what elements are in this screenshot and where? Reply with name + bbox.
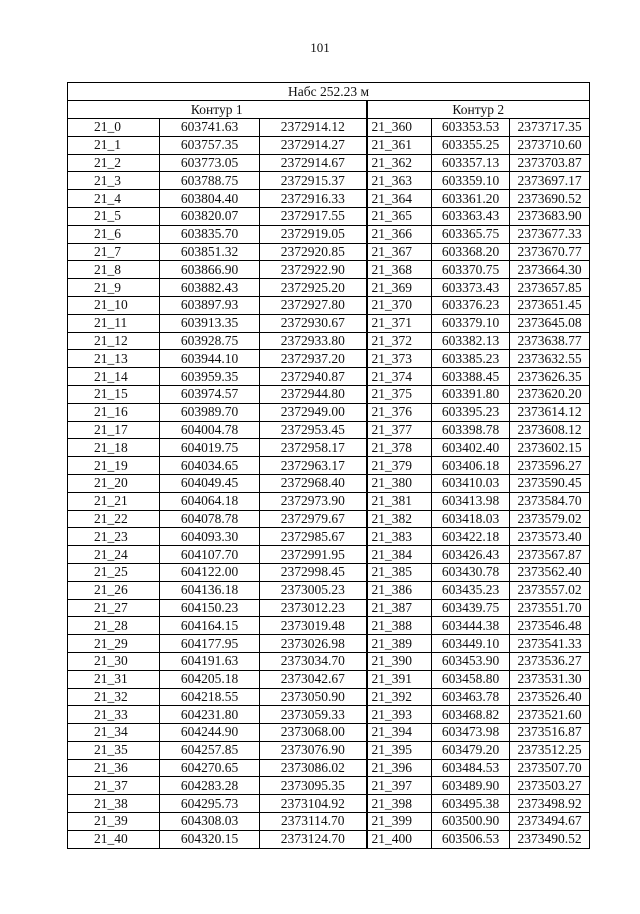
point-id-cell: 21_10 [68, 296, 160, 314]
point-id-cell: 21_9 [68, 279, 160, 297]
point-id-cell: 21_366 [367, 225, 432, 243]
point-id-cell: 21_35 [68, 741, 160, 759]
table-row [68, 741, 590, 759]
point-id-cell: 21_1 [68, 136, 160, 154]
y-coordinate-cell: 2373657.85 [510, 279, 590, 297]
x-coordinate-cell: 603882.43 [160, 279, 260, 297]
x-coordinate-cell: 603355.25 [432, 136, 510, 154]
y-coordinate-cell: 2373104.92 [260, 795, 367, 813]
point-id-cell: 21_388 [367, 617, 432, 635]
point-id-cell: 21_11 [68, 314, 160, 332]
table-row [68, 830, 590, 848]
point-id-cell: 21_6 [68, 225, 160, 243]
point-id-cell: 21_22 [68, 510, 160, 528]
y-coordinate-cell: 2373703.87 [510, 154, 590, 172]
contour-2-header: Контур 2 [367, 101, 590, 119]
point-id-cell: 21_381 [367, 492, 432, 510]
x-coordinate-cell: 603989.70 [160, 403, 260, 421]
x-coordinate-cell: 603468.82 [432, 706, 510, 724]
table-row [68, 314, 590, 332]
table-row [68, 706, 590, 724]
y-coordinate-cell: 2372963.17 [260, 457, 367, 475]
y-coordinate-cell: 2373019.48 [260, 617, 367, 635]
x-coordinate-cell: 603944.10 [160, 350, 260, 368]
point-id-cell: 21_395 [367, 741, 432, 759]
table-row [68, 581, 590, 599]
point-id-cell: 21_33 [68, 706, 160, 724]
x-coordinate-cell: 603473.98 [432, 724, 510, 742]
x-coordinate-cell: 603410.03 [432, 474, 510, 492]
y-coordinate-cell: 2373573.40 [510, 528, 590, 546]
y-coordinate-cell: 2372933.80 [260, 332, 367, 350]
point-id-cell: 21_23 [68, 528, 160, 546]
y-coordinate-cell: 2373664.30 [510, 261, 590, 279]
table-row [68, 350, 590, 368]
x-coordinate-cell: 604177.95 [160, 635, 260, 653]
y-coordinate-cell: 2372944.80 [260, 385, 367, 403]
x-coordinate-cell: 604320.15 [160, 830, 260, 848]
y-coordinate-cell: 2373620.20 [510, 385, 590, 403]
y-coordinate-cell: 2372919.05 [260, 225, 367, 243]
y-coordinate-cell: 2372915.37 [260, 172, 367, 190]
x-coordinate-cell: 603353.53 [432, 119, 510, 137]
point-id-cell: 21_2 [68, 154, 160, 172]
table-row [68, 635, 590, 653]
point-id-cell: 21_27 [68, 599, 160, 617]
point-id-cell: 21_372 [367, 332, 432, 350]
point-id-cell: 21_374 [367, 368, 432, 386]
table-row [68, 225, 590, 243]
y-coordinate-cell: 2373068.00 [260, 724, 367, 742]
point-id-cell: 21_31 [68, 670, 160, 688]
x-coordinate-cell: 604107.70 [160, 546, 260, 564]
x-coordinate-cell: 603398.78 [432, 421, 510, 439]
x-coordinate-cell: 603370.75 [432, 261, 510, 279]
y-coordinate-cell: 2373076.90 [260, 741, 367, 759]
table-row [68, 670, 590, 688]
x-coordinate-cell: 603426.43 [432, 546, 510, 564]
point-id-cell: 21_30 [68, 652, 160, 670]
point-id-cell: 21_37 [68, 777, 160, 795]
point-id-cell: 21_32 [68, 688, 160, 706]
y-coordinate-cell: 2372985.67 [260, 528, 367, 546]
y-coordinate-cell: 2373034.70 [260, 652, 367, 670]
y-coordinate-cell: 2373638.77 [510, 332, 590, 350]
x-coordinate-cell: 604257.85 [160, 741, 260, 759]
y-coordinate-cell: 2373516.87 [510, 724, 590, 742]
y-coordinate-cell: 2373114.70 [260, 813, 367, 831]
x-coordinate-cell: 603495.38 [432, 795, 510, 813]
y-coordinate-cell: 2373546.48 [510, 617, 590, 635]
y-coordinate-cell: 2373490.52 [510, 830, 590, 848]
y-coordinate-cell: 2372968.40 [260, 474, 367, 492]
table-row [68, 136, 590, 154]
table-row [68, 777, 590, 795]
point-id-cell: 21_34 [68, 724, 160, 742]
y-coordinate-cell: 2372991.95 [260, 546, 367, 564]
point-id-cell: 21_389 [367, 635, 432, 653]
point-id-cell: 21_390 [367, 652, 432, 670]
point-id-cell: 21_383 [367, 528, 432, 546]
coordinates-table [67, 82, 590, 849]
table-row [68, 599, 590, 617]
x-coordinate-cell: 603453.90 [432, 652, 510, 670]
x-coordinate-cell: 603435.23 [432, 581, 510, 599]
point-id-cell: 21_5 [68, 207, 160, 225]
x-coordinate-cell: 604283.28 [160, 777, 260, 795]
y-coordinate-cell: 2373012.23 [260, 599, 367, 617]
x-coordinate-cell: 603373.43 [432, 279, 510, 297]
x-coordinate-cell: 603359.10 [432, 172, 510, 190]
x-coordinate-cell: 604295.73 [160, 795, 260, 813]
y-coordinate-cell: 2373521.60 [510, 706, 590, 724]
x-coordinate-cell: 603928.75 [160, 332, 260, 350]
point-id-cell: 21_364 [367, 190, 432, 208]
y-coordinate-cell: 2373494.67 [510, 813, 590, 831]
point-id-cell: 21_14 [68, 368, 160, 386]
x-coordinate-cell: 603402.40 [432, 439, 510, 457]
table-row [68, 261, 590, 279]
table-row [68, 492, 590, 510]
point-id-cell: 21_398 [367, 795, 432, 813]
table-row [68, 813, 590, 831]
x-coordinate-cell: 604093.30 [160, 528, 260, 546]
x-coordinate-cell: 604049.45 [160, 474, 260, 492]
y-coordinate-cell: 2372940.87 [260, 368, 367, 386]
x-coordinate-cell: 603506.53 [432, 830, 510, 848]
y-coordinate-cell: 2372937.20 [260, 350, 367, 368]
x-coordinate-cell: 603439.75 [432, 599, 510, 617]
table-row [68, 119, 590, 137]
y-coordinate-cell: 2372958.17 [260, 439, 367, 457]
point-id-cell: 21_362 [367, 154, 432, 172]
table-row [68, 652, 590, 670]
point-id-cell: 21_13 [68, 350, 160, 368]
y-coordinate-cell: 2372914.67 [260, 154, 367, 172]
x-coordinate-cell: 604218.55 [160, 688, 260, 706]
x-coordinate-cell: 604122.00 [160, 563, 260, 581]
y-coordinate-cell: 2373697.17 [510, 172, 590, 190]
y-coordinate-cell: 2373683.90 [510, 207, 590, 225]
y-coordinate-cell: 2373626.35 [510, 368, 590, 386]
y-coordinate-cell: 2373526.40 [510, 688, 590, 706]
y-coordinate-cell: 2372922.90 [260, 261, 367, 279]
table-row [68, 190, 590, 208]
point-id-cell: 21_394 [367, 724, 432, 742]
y-coordinate-cell: 2373632.55 [510, 350, 590, 368]
x-coordinate-cell: 603418.03 [432, 510, 510, 528]
y-coordinate-cell: 2373579.02 [510, 510, 590, 528]
point-id-cell: 21_370 [367, 296, 432, 314]
table-row [68, 368, 590, 386]
y-coordinate-cell: 2373645.08 [510, 314, 590, 332]
x-coordinate-cell: 603388.45 [432, 368, 510, 386]
y-coordinate-cell: 2373086.02 [260, 759, 367, 777]
y-coordinate-cell: 2372914.27 [260, 136, 367, 154]
x-coordinate-cell: 603897.93 [160, 296, 260, 314]
x-coordinate-cell: 603741.63 [160, 119, 260, 137]
y-coordinate-cell: 2373670.77 [510, 243, 590, 261]
y-coordinate-cell: 2373536.27 [510, 652, 590, 670]
y-coordinate-cell: 2373651.45 [510, 296, 590, 314]
x-coordinate-cell: 603422.18 [432, 528, 510, 546]
point-id-cell: 21_15 [68, 385, 160, 403]
table-row [68, 279, 590, 297]
x-coordinate-cell: 604308.03 [160, 813, 260, 831]
point-id-cell: 21_363 [367, 172, 432, 190]
x-coordinate-cell: 603406.18 [432, 457, 510, 475]
y-coordinate-cell: 2373590.45 [510, 474, 590, 492]
y-coordinate-cell: 2373026.98 [260, 635, 367, 653]
x-coordinate-cell: 603430.78 [432, 563, 510, 581]
x-coordinate-cell: 603458.80 [432, 670, 510, 688]
y-coordinate-cell: 2373095.35 [260, 777, 367, 795]
point-id-cell: 21_18 [68, 439, 160, 457]
table-row [68, 546, 590, 564]
y-coordinate-cell: 2373562.40 [510, 563, 590, 581]
x-coordinate-cell: 604244.90 [160, 724, 260, 742]
x-coordinate-cell: 603974.57 [160, 385, 260, 403]
table-row [68, 759, 590, 777]
point-id-cell: 21_19 [68, 457, 160, 475]
y-coordinate-cell: 2372998.45 [260, 563, 367, 581]
x-coordinate-cell: 603820.07 [160, 207, 260, 225]
y-coordinate-cell: 2372916.33 [260, 190, 367, 208]
x-coordinate-cell: 603368.20 [432, 243, 510, 261]
x-coordinate-cell: 603479.20 [432, 741, 510, 759]
table-row [68, 403, 590, 421]
point-id-cell: 21_25 [68, 563, 160, 581]
point-id-cell: 21_393 [367, 706, 432, 724]
y-coordinate-cell: 2373512.25 [510, 741, 590, 759]
point-id-cell: 21_7 [68, 243, 160, 261]
point-id-cell: 21_397 [367, 777, 432, 795]
contour-1-header: Контур 1 [68, 101, 367, 119]
point-id-cell: 21_371 [367, 314, 432, 332]
table-title: Набс 252.23 м [68, 83, 590, 101]
point-id-cell: 21_26 [68, 581, 160, 599]
point-id-cell: 21_378 [367, 439, 432, 457]
table-row [68, 243, 590, 261]
y-coordinate-cell: 2372920.85 [260, 243, 367, 261]
x-coordinate-cell: 604270.65 [160, 759, 260, 777]
table-row [68, 154, 590, 172]
x-coordinate-cell: 603391.80 [432, 385, 510, 403]
point-id-cell: 21_385 [367, 563, 432, 581]
x-coordinate-cell: 603385.23 [432, 350, 510, 368]
table-row [68, 439, 590, 457]
x-coordinate-cell: 603757.35 [160, 136, 260, 154]
y-coordinate-cell: 2372949.00 [260, 403, 367, 421]
table-row [68, 172, 590, 190]
y-coordinate-cell: 2372927.80 [260, 296, 367, 314]
point-id-cell: 21_365 [367, 207, 432, 225]
y-coordinate-cell: 2373567.87 [510, 546, 590, 564]
point-id-cell: 21_21 [68, 492, 160, 510]
y-coordinate-cell: 2373717.35 [510, 119, 590, 137]
y-coordinate-cell: 2373690.52 [510, 190, 590, 208]
table-row [68, 528, 590, 546]
point-id-cell: 21_373 [367, 350, 432, 368]
y-coordinate-cell: 2373677.33 [510, 225, 590, 243]
x-coordinate-cell: 603379.10 [432, 314, 510, 332]
x-coordinate-cell: 603444.38 [432, 617, 510, 635]
point-id-cell: 21_386 [367, 581, 432, 599]
point-id-cell: 21_399 [367, 813, 432, 831]
y-coordinate-cell: 2373059.33 [260, 706, 367, 724]
x-coordinate-cell: 603413.98 [432, 492, 510, 510]
point-id-cell: 21_367 [367, 243, 432, 261]
x-coordinate-cell: 603376.23 [432, 296, 510, 314]
point-id-cell: 21_12 [68, 332, 160, 350]
point-id-cell: 21_375 [367, 385, 432, 403]
y-coordinate-cell: 2372979.67 [260, 510, 367, 528]
point-id-cell: 21_377 [367, 421, 432, 439]
point-id-cell: 21_4 [68, 190, 160, 208]
y-coordinate-cell: 2373541.33 [510, 635, 590, 653]
x-coordinate-cell: 603788.75 [160, 172, 260, 190]
point-id-cell: 21_29 [68, 635, 160, 653]
y-coordinate-cell: 2373608.12 [510, 421, 590, 439]
page-number: 101 [310, 40, 330, 55]
table-row [68, 385, 590, 403]
point-id-cell: 21_360 [367, 119, 432, 137]
point-id-cell: 21_392 [367, 688, 432, 706]
x-coordinate-cell: 603357.13 [432, 154, 510, 172]
x-coordinate-cell: 603866.90 [160, 261, 260, 279]
x-coordinate-cell: 603804.40 [160, 190, 260, 208]
x-coordinate-cell: 604064.18 [160, 492, 260, 510]
x-coordinate-cell: 603382.13 [432, 332, 510, 350]
x-coordinate-cell: 603449.10 [432, 635, 510, 653]
point-id-cell: 21_382 [367, 510, 432, 528]
y-coordinate-cell: 2373498.92 [510, 795, 590, 813]
point-id-cell: 21_376 [367, 403, 432, 421]
point-id-cell: 21_28 [68, 617, 160, 635]
y-coordinate-cell: 2372925.20 [260, 279, 367, 297]
y-coordinate-cell: 2373531.30 [510, 670, 590, 688]
y-coordinate-cell: 2373005.23 [260, 581, 367, 599]
point-id-cell: 21_0 [68, 119, 160, 137]
y-coordinate-cell: 2373602.15 [510, 439, 590, 457]
y-coordinate-cell: 2373042.67 [260, 670, 367, 688]
point-id-cell: 21_24 [68, 546, 160, 564]
x-coordinate-cell: 603913.35 [160, 314, 260, 332]
x-coordinate-cell: 603835.70 [160, 225, 260, 243]
point-id-cell: 21_40 [68, 830, 160, 848]
y-coordinate-cell: 2372953.45 [260, 421, 367, 439]
x-coordinate-cell: 604034.65 [160, 457, 260, 475]
x-coordinate-cell: 604078.78 [160, 510, 260, 528]
point-id-cell: 21_36 [68, 759, 160, 777]
x-coordinate-cell: 604191.63 [160, 652, 260, 670]
y-coordinate-cell: 2373124.70 [260, 830, 367, 848]
y-coordinate-cell: 2373596.27 [510, 457, 590, 475]
x-coordinate-cell: 604019.75 [160, 439, 260, 457]
point-id-cell: 21_391 [367, 670, 432, 688]
table-row [68, 510, 590, 528]
table-row [68, 724, 590, 742]
point-id-cell: 21_368 [367, 261, 432, 279]
y-coordinate-cell: 2372930.67 [260, 314, 367, 332]
point-id-cell: 21_384 [367, 546, 432, 564]
point-id-cell: 21_396 [367, 759, 432, 777]
table-row [68, 296, 590, 314]
x-coordinate-cell: 603361.20 [432, 190, 510, 208]
table-row [68, 332, 590, 350]
table-row [68, 617, 590, 635]
point-id-cell: 21_8 [68, 261, 160, 279]
x-coordinate-cell: 604004.78 [160, 421, 260, 439]
x-coordinate-cell: 603500.90 [432, 813, 510, 831]
table-row [68, 563, 590, 581]
y-coordinate-cell: 2373507.70 [510, 759, 590, 777]
point-id-cell: 21_369 [367, 279, 432, 297]
y-coordinate-cell: 2373710.60 [510, 136, 590, 154]
point-id-cell: 21_20 [68, 474, 160, 492]
table-row [68, 421, 590, 439]
y-coordinate-cell: 2372973.90 [260, 492, 367, 510]
point-id-cell: 21_39 [68, 813, 160, 831]
point-id-cell: 21_16 [68, 403, 160, 421]
y-coordinate-cell: 2372914.12 [260, 119, 367, 137]
y-coordinate-cell: 2373584.70 [510, 492, 590, 510]
point-id-cell: 21_38 [68, 795, 160, 813]
x-coordinate-cell: 603463.78 [432, 688, 510, 706]
point-id-cell: 21_361 [367, 136, 432, 154]
x-coordinate-cell: 604150.23 [160, 599, 260, 617]
point-id-cell: 21_387 [367, 599, 432, 617]
x-coordinate-cell: 604205.18 [160, 670, 260, 688]
point-id-cell: 21_17 [68, 421, 160, 439]
point-id-cell: 21_3 [68, 172, 160, 190]
point-id-cell: 21_380 [367, 474, 432, 492]
x-coordinate-cell: 603959.35 [160, 368, 260, 386]
y-coordinate-cell: 2373557.02 [510, 581, 590, 599]
x-coordinate-cell: 603365.75 [432, 225, 510, 243]
table-row [68, 207, 590, 225]
x-coordinate-cell: 603395.23 [432, 403, 510, 421]
y-coordinate-cell: 2373551.70 [510, 599, 590, 617]
table-row [68, 795, 590, 813]
x-coordinate-cell: 604164.15 [160, 617, 260, 635]
x-coordinate-cell: 603363.43 [432, 207, 510, 225]
x-coordinate-cell: 603773.05 [160, 154, 260, 172]
x-coordinate-cell: 603851.32 [160, 243, 260, 261]
x-coordinate-cell: 604136.18 [160, 581, 260, 599]
y-coordinate-cell: 2372917.55 [260, 207, 367, 225]
x-coordinate-cell: 603484.53 [432, 759, 510, 777]
x-coordinate-cell: 604231.80 [160, 706, 260, 724]
y-coordinate-cell: 2373503.27 [510, 777, 590, 795]
table-row [68, 688, 590, 706]
point-id-cell: 21_400 [367, 830, 432, 848]
table-row [68, 474, 590, 492]
point-id-cell: 21_379 [367, 457, 432, 475]
y-coordinate-cell: 2373614.12 [510, 403, 590, 421]
table-body [68, 119, 590, 849]
x-coordinate-cell: 603489.90 [432, 777, 510, 795]
table-row [68, 457, 590, 475]
y-coordinate-cell: 2373050.90 [260, 688, 367, 706]
